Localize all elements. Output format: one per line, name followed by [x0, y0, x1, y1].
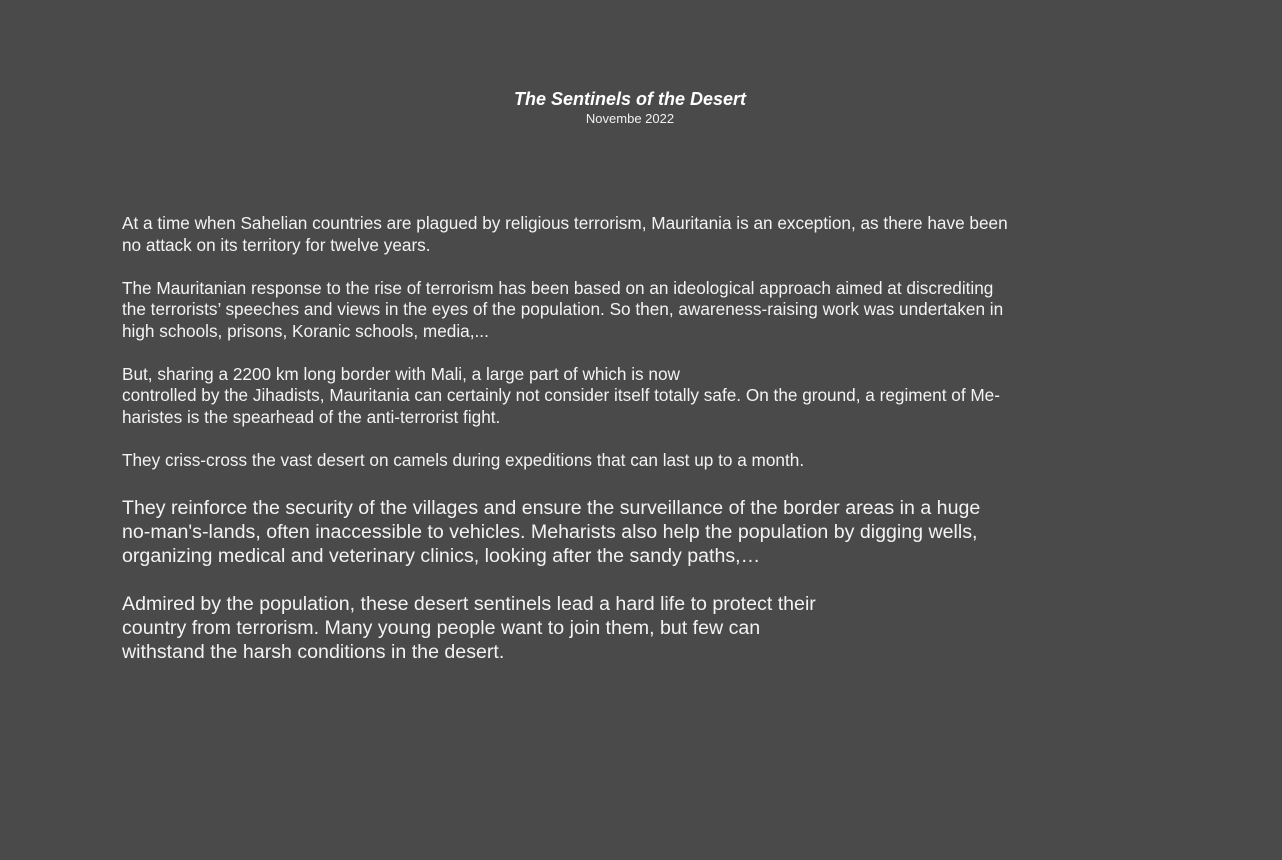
article-body — [122, 213, 1162, 664]
paragraph-line: the terrorists’ speeches and views in the eyes of the population. So then, awareness-raising work was undertaken in — [122, 299, 1004, 319]
paragraph-line: haristes is the spearhead of the anti-terrorist fight. — [122, 406, 501, 427]
paragraph — [122, 364, 1162, 429]
paragraph — [122, 278, 1162, 343]
paragraph-line: no-man's-lands, often inaccessible to vehicles. Meharists also help the population by digging wells, — [122, 520, 978, 543]
paragraph — [122, 592, 1162, 664]
paragraph-line: high schools, prisons, Koranic schools, media,... — [122, 320, 489, 341]
paragraph — [122, 213, 1162, 256]
paragraph-line: Admired by the population, these desert sentinels lead a hard life to protect their — [122, 592, 816, 615]
paragraph-line: organizing medical and veterinary clinics, looking after the sandy paths,… — [122, 544, 761, 567]
paragraph — [122, 450, 1162, 472]
paragraph-line: controlled by the Jihadists, Mauritania can certainly not consider itself totally safe. On the ground, a regiment of Me- — [122, 385, 1000, 405]
paragraph-line: At a time when Sahelian countries are plagued by religious terrorism, Mauritania is an exception, as there have been — [122, 213, 1008, 233]
article-title: The Sentinels of the Desert — [513, 89, 747, 109]
article-date: Novembe 2022 — [585, 111, 675, 126]
paragraph — [122, 496, 1162, 568]
paragraph-line: They reinforce the security of the villages and ensure the surveillance of the border areas in a huge — [122, 496, 981, 519]
paragraph-line: But, sharing a 2200 km long border with Mali, a large part of which is now — [122, 363, 680, 384]
paragraph-line: The Mauritanian response to the rise of terrorism has been based on an ideological approach aimed at discrediting — [122, 277, 994, 298]
paragraph-line: no attack on its territory for twelve years. — [122, 234, 431, 255]
paragraph-line: They criss-cross the vast desert on camels during expeditions that can last up to a month. — [122, 450, 805, 470]
article-header — [0, 88, 1260, 127]
paragraph-line: country from terrorism. Many young people want to join them, but few can — [122, 616, 761, 639]
paragraph-line: withstand the harsh conditions in the desert. — [122, 640, 505, 663]
